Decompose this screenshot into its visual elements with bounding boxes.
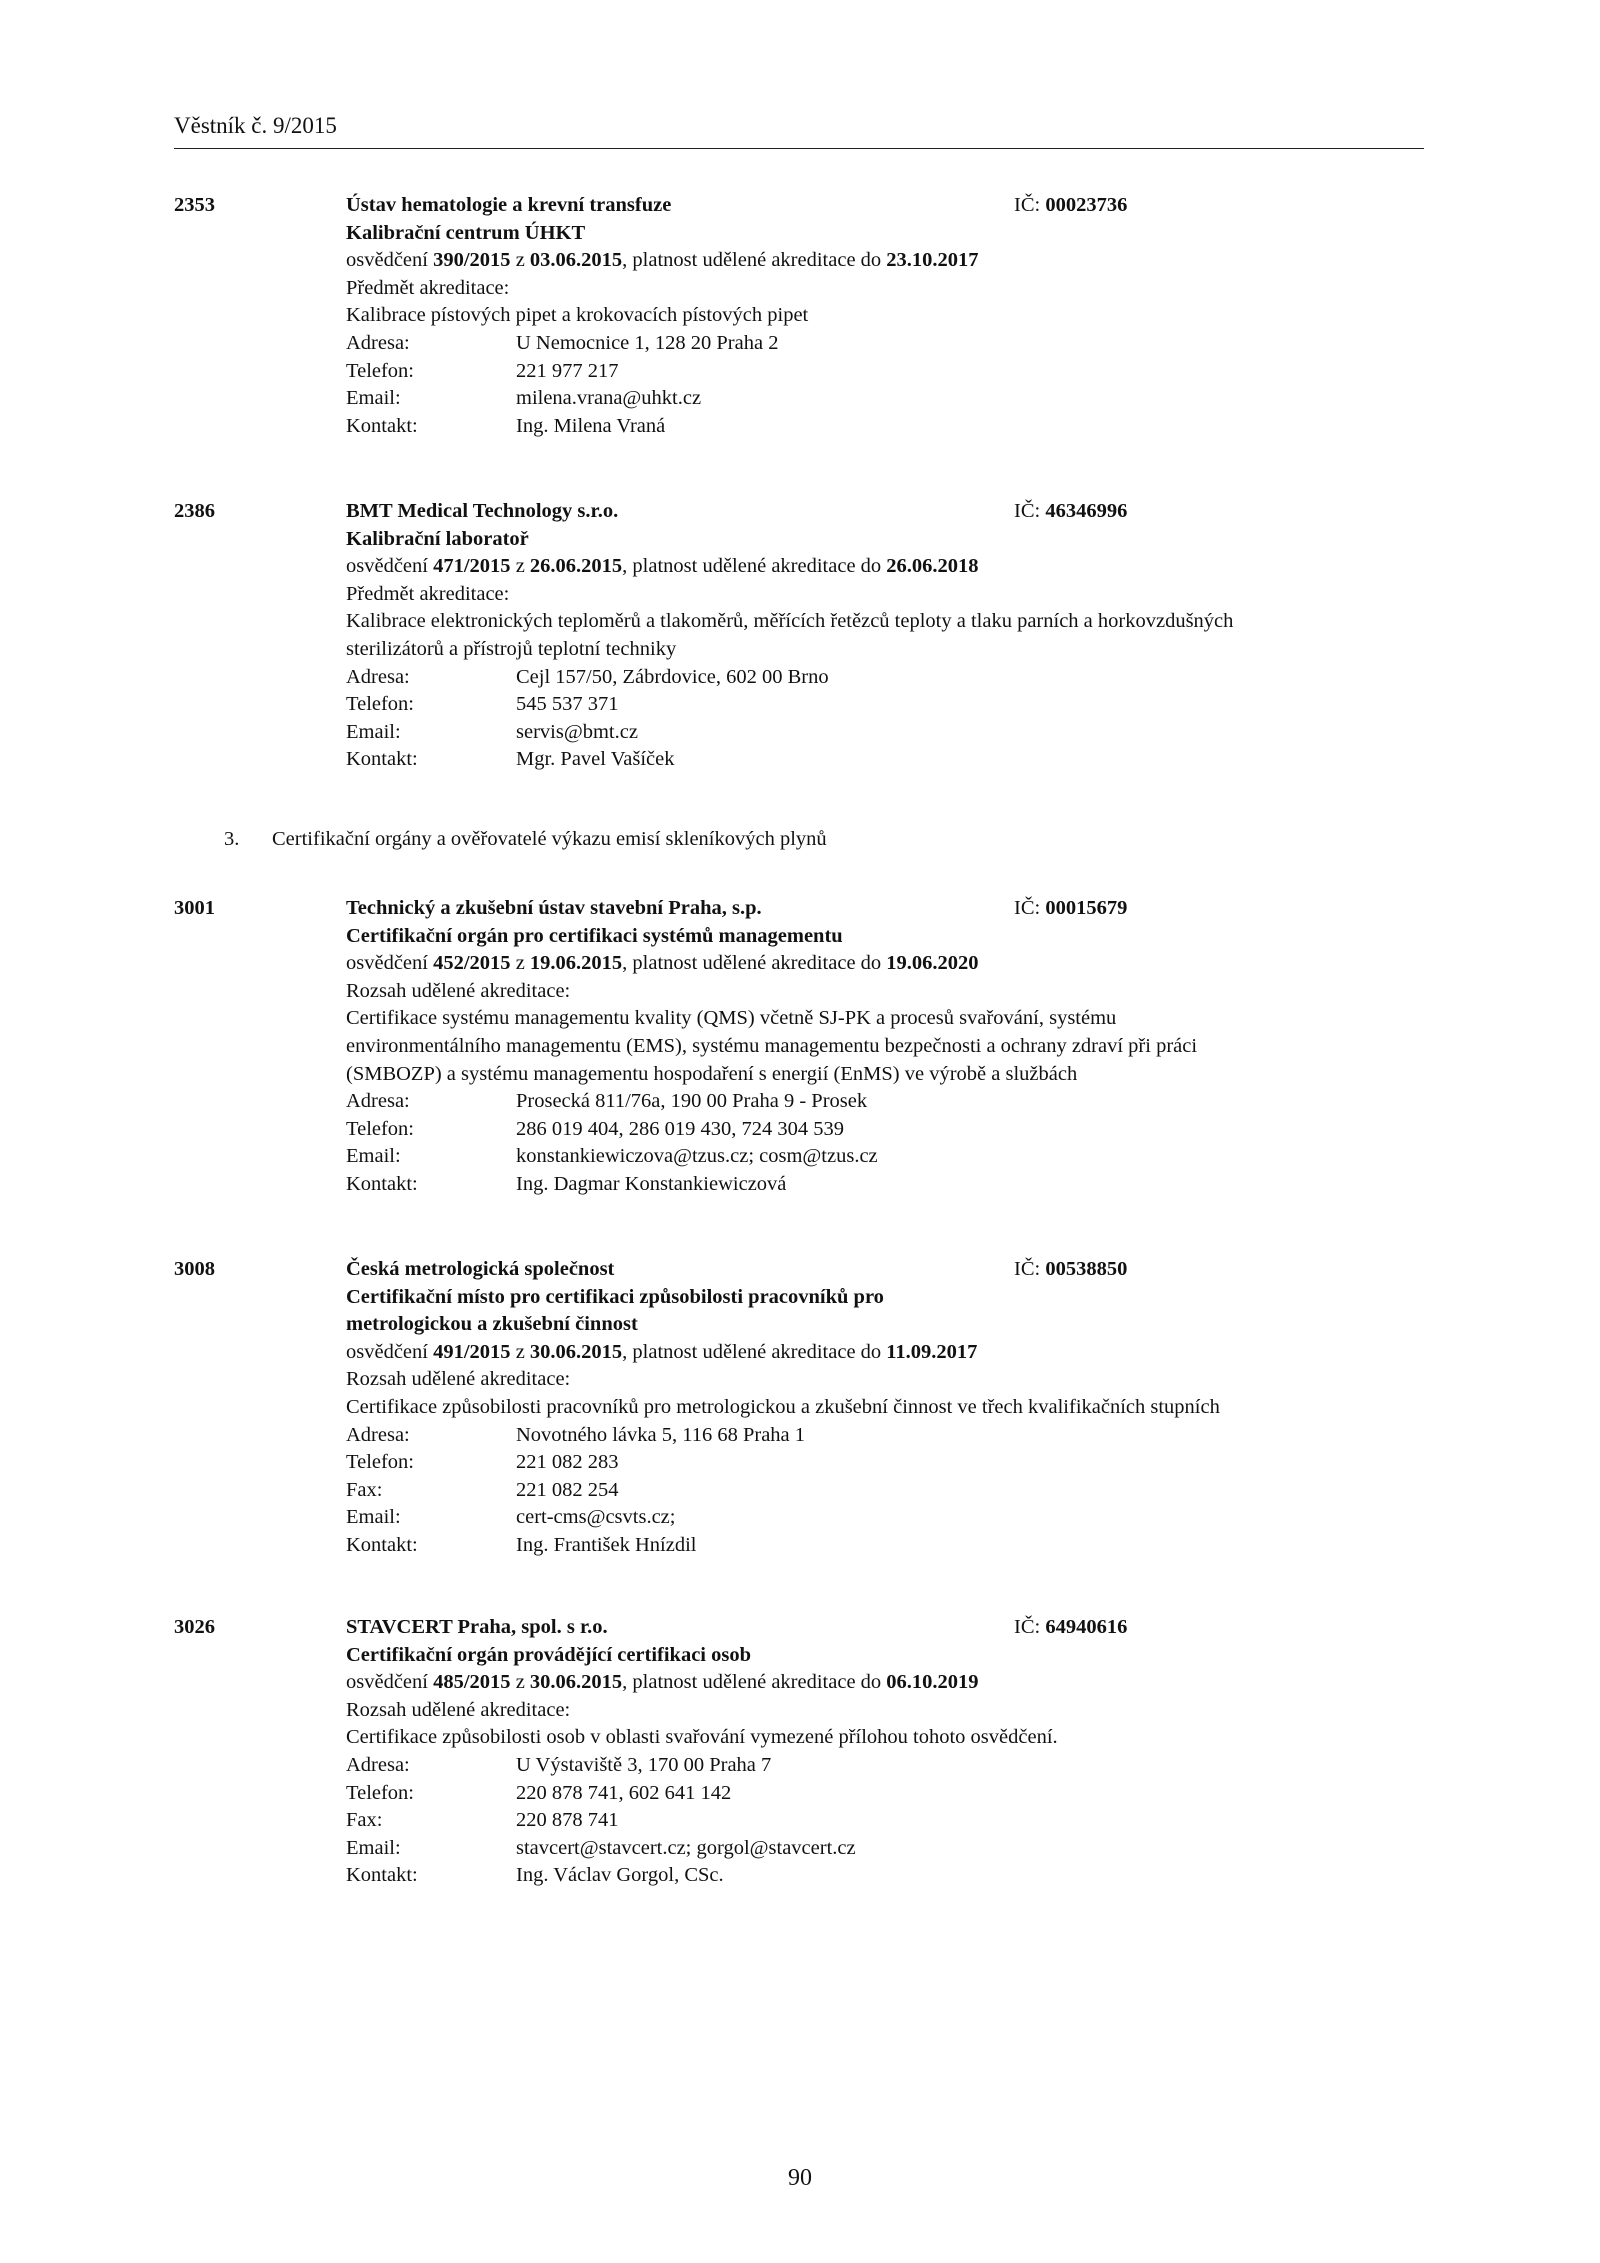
certificate-line: osvědčení 390/2015 z 03.06.2015, platnost udělené akreditace do 23.10.2017 — [346, 249, 979, 272]
unit-name: metrologickou a zkušební činnost — [346, 1313, 638, 1336]
organization-name: STAVCERT Praha, spol. s r.o. — [346, 1616, 608, 1638]
contact-value: Mgr. Pavel Vašíček — [516, 748, 675, 771]
ic-field: IČ: 00015679 — [1014, 897, 1128, 919]
address-value: U Nemocnice 1, 128 20 Praha 2 — [516, 331, 779, 354]
entry-body — [346, 895, 1424, 1199]
phone-row: Telefon: 221 082 283 — [346, 1449, 1424, 1477]
scope-label: Rozsah udělené akreditace: — [346, 1698, 571, 1721]
certificate-line: osvědčení 471/2015 z 26.06.2015, platnost udělené akreditace do 26.06.2018 — [346, 555, 979, 578]
scope-text: environmentálního managementu (EMS), systému managementu bezpečnosti a ochrany zdraví při práci — [346, 1034, 1198, 1057]
address-row: Adresa: Prosecká 811/76a, 190 00 Praha 9 - Prosek — [346, 1088, 1424, 1116]
scope-label: Rozsah udělené akreditace: — [346, 1368, 571, 1391]
contact-value: Ing. Václav Gorgol, CSc. — [516, 1864, 724, 1887]
scope-text: (SMBOZP) a systému managementu hospodaření s energií (EnMS) ve výrobě a službách — [346, 1062, 1078, 1085]
section-title: Certifikační orgány a ověřovatelé výkazu emisí skleníkových plynů — [272, 828, 827, 850]
organization-name: Technický a zkušební ústav stavební Praha, s.p. — [346, 897, 762, 919]
phone-value: 221 082 283 — [516, 1451, 619, 1474]
address-value: Cejl 157/50, Zábrdovice, 602 00 Brno — [516, 665, 829, 688]
ic-value: 46346996 — [1045, 500, 1128, 522]
bulletin-title: Věstník č. 9/2015 — [174, 113, 337, 138]
ic-field: IČ: 00538850 — [1014, 1258, 1128, 1280]
contact-row: Kontakt: Ing. Václav Gorgol, CSc. — [346, 1862, 1424, 1890]
ic-field: IČ: 00023736 — [1014, 194, 1128, 216]
section-heading — [224, 826, 827, 854]
phone-row: Telefon: 286 019 404, 286 019 430, 724 304 539 — [346, 1116, 1424, 1144]
entry-number: 3001 — [174, 897, 215, 919]
address-row: Adresa: U Nemocnice 1, 128 20 Praha 2 — [346, 330, 1424, 358]
address-row: Adresa: Novotného lávka 5, 116 68 Praha 1 — [346, 1422, 1424, 1450]
fax-value: 221 082 254 — [516, 1478, 619, 1501]
phone-value: 221 977 217 — [516, 359, 619, 382]
organization-name: BMT Medical Technology s.r.o. — [346, 500, 619, 522]
entry-body — [346, 498, 1424, 774]
contact-row: Kontakt: Ing. Milena Vraná — [346, 413, 1424, 441]
unit-name: Certifikační orgán pro certifikaci systémů managementu — [346, 924, 843, 947]
entry-body — [346, 1256, 1424, 1560]
email-value: milena.vrana@uhkt.cz — [516, 387, 702, 410]
ic-value: 00538850 — [1045, 1258, 1128, 1280]
unit-name: Kalibrační laboratoř — [346, 527, 529, 550]
scope-text: Certifikace způsobilosti osob v oblasti svařování vymezené přílohou tohoto osvědčení. — [346, 1726, 1058, 1749]
phone-row: Telefon: 220 878 741, 602 641 142 — [346, 1780, 1424, 1808]
scope-label: Předmět akreditace: — [346, 582, 510, 605]
email-value: konstankiewiczova@tzus.cz; cosm@tzus.cz — [516, 1145, 878, 1168]
organization-name: Česká metrologická společnost — [346, 1258, 615, 1280]
organization-name: Ústav hematologie a krevní transfuze — [346, 194, 672, 216]
ic-value: 00023736 — [1045, 194, 1128, 216]
entry-number: 3008 — [174, 1258, 215, 1280]
entry-number: 3026 — [174, 1616, 215, 1638]
scope-text: sterilizátorů a přístrojů teplotní techniky — [346, 637, 677, 660]
email-row: Email: servis@bmt.cz — [346, 719, 1424, 747]
unit-name: Certifikační místo pro certifikaci způsobilosti pracovníků pro — [346, 1285, 884, 1308]
entry-number: 2353 — [174, 194, 215, 216]
certificate-line: osvědčení 491/2015 z 30.06.2015, platnost udělené akreditace do 11.09.2017 — [346, 1340, 978, 1363]
entry-number: 2386 — [174, 500, 215, 522]
contact-value: Ing. František Hnízdil — [516, 1533, 697, 1556]
page-header — [174, 112, 1424, 149]
email-row: Email: konstankiewiczova@tzus.cz; cosm@tzus.cz — [346, 1143, 1424, 1171]
scope-text: Certifikace způsobilosti pracovníků pro metrologickou a zkušební činnost ve třech kvalifikačních stupních — [346, 1395, 1220, 1418]
address-row: Adresa: U Výstaviště 3, 170 00 Praha 7 — [346, 1752, 1424, 1780]
address-row: Adresa: Cejl 157/50, Zábrdovice, 602 00 Brno — [346, 664, 1424, 692]
address-value: Prosecká 811/76a, 190 00 Praha 9 - Prosek — [516, 1090, 868, 1113]
email-value: cert-cms@csvts.cz; — [516, 1506, 676, 1529]
phone-value: 545 537 371 — [516, 693, 619, 716]
section-number: 3. — [224, 828, 240, 850]
contact-value: Ing. Milena Vraná — [516, 414, 666, 437]
contact-row: Kontakt: Mgr. Pavel Vašíček — [346, 746, 1424, 774]
page-number: 90 — [788, 2165, 812, 2191]
unit-name: Certifikační orgán provádějící certifikaci osob — [346, 1643, 752, 1666]
certificate-line: osvědčení 485/2015 z 30.06.2015, platnost udělené akreditace do 06.10.2019 — [346, 1671, 979, 1694]
phone-value: 286 019 404, 286 019 430, 724 304 539 — [516, 1117, 844, 1140]
scope-text: Certifikace systému managementu kvality (QMS) včetně SJ-PK a procesů svařování, systému — [346, 1007, 1117, 1030]
ic-field: IČ: 64940616 — [1014, 1616, 1128, 1638]
ic-value: 00015679 — [1045, 897, 1128, 919]
address-value: U Výstaviště 3, 170 00 Praha 7 — [516, 1753, 772, 1776]
scope-text: Kalibrace pístových pipet a krokovacích pístových pipet — [346, 304, 809, 327]
entry-body — [346, 1614, 1424, 1890]
contact-value: Ing. Dagmar Konstankiewiczová — [516, 1172, 787, 1195]
unit-name: Kalibrační centrum ÚHKT — [346, 221, 586, 244]
email-row: Email: cert-cms@csvts.cz; — [346, 1504, 1424, 1532]
email-row: Email: stavcert@stavcert.cz; gorgol@stavcert.cz — [346, 1835, 1424, 1863]
ic-value: 64940616 — [1045, 1616, 1128, 1638]
email-value: servis@bmt.cz — [516, 720, 638, 743]
scope-label: Předmět akreditace: — [346, 276, 510, 299]
scope-label: Rozsah udělené akreditace: — [346, 979, 571, 1002]
email-row: Email: milena.vrana@uhkt.cz — [346, 385, 1424, 413]
phone-row: Telefon: 545 537 371 — [346, 691, 1424, 719]
certificate-line: osvědčení 452/2015 z 19.06.2015, platnost udělené akreditace do 19.06.2020 — [346, 952, 979, 975]
fax-row: Fax: 220 878 741 — [346, 1807, 1424, 1835]
scope-text: Kalibrace elektronických teploměrů a tlakoměrů, měřících řetězců teploty a tlaku parních a horkovzdušných — [346, 610, 1234, 633]
contact-row: Kontakt: Ing. František Hnízdil — [346, 1532, 1424, 1560]
ic-field: IČ: 46346996 — [1014, 500, 1128, 522]
entry-body — [346, 192, 1424, 440]
fax-row: Fax: 221 082 254 — [346, 1477, 1424, 1505]
phone-value: 220 878 741, 602 641 142 — [516, 1781, 732, 1804]
email-value: stavcert@stavcert.cz; gorgol@stavcert.cz — [516, 1836, 856, 1859]
address-value: Novotného lávka 5, 116 68 Praha 1 — [516, 1423, 806, 1446]
phone-row: Telefon: 221 977 217 — [346, 358, 1424, 386]
contact-row: Kontakt: Ing. Dagmar Konstankiewiczová — [346, 1171, 1424, 1199]
fax-value: 220 878 741 — [516, 1809, 619, 1832]
